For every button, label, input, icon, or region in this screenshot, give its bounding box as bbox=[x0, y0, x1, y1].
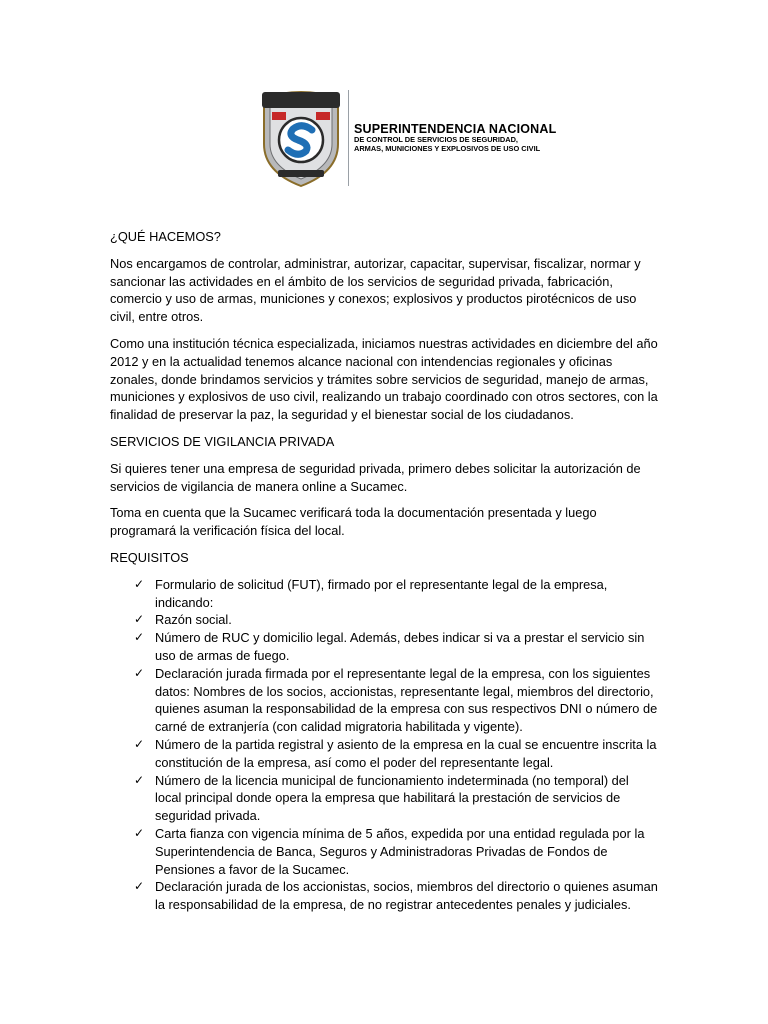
requirement-text: Número de la partida registral y asiento de la empresa en la cual se encuentre inscrita la constitución de la empresa, así como el poder del representante legal. bbox=[155, 736, 657, 770]
section-title-que-hacemos: ¿QUÉ HACEMOS? bbox=[110, 229, 221, 244]
org-desc-line-2: ARMAS, MUNICIONES Y EXPLOSIVOS DE USO CIVIL bbox=[354, 143, 541, 153]
requirement-text: Formulario de solicitud (FUT), firmado por el representante legal de la empresa, indicando: bbox=[155, 576, 608, 610]
check-icon: ✓ bbox=[134, 736, 145, 751]
check-icon: ✓ bbox=[134, 576, 145, 591]
list-item bbox=[110, 629, 658, 665]
list-item bbox=[110, 736, 658, 772]
sucamec-seal-logo bbox=[258, 86, 344, 190]
list-item bbox=[110, 576, 658, 612]
check-icon: ✓ bbox=[134, 665, 145, 680]
paragraph-verification: Toma en cuenta que la Sucamec verificará toda la documentación presentada y luego programará la verificación física del local. bbox=[110, 505, 597, 539]
list-item bbox=[110, 878, 658, 914]
requirement-text: Número de la licencia municipal de funcionamiento indeterminada (no temporal) del local principal donde opera la empresa que habilitará la prestación de servicios de seguridad privada. bbox=[155, 772, 629, 824]
list-item bbox=[110, 665, 658, 736]
requirement-text: Carta fianza con vigencia mínima de 5 años, expedida por una entidad regulada por la Superintendencia de Banca, Seguros y Administradoras Privadas de Fondos de Pensiones a favor de la Sucamec. bbox=[155, 825, 645, 877]
org-name: SUPERINTENDENCIA NACIONAL bbox=[354, 122, 557, 136]
requirement-text: Declaración jurada firmada por el representante legal de la empresa, con los siguientes datos: Nombres de los socios, accionistas, representante legal, miembros del directorio, quienes asuman la responsabilidad de la empresa con sus respectivos DNI o número de carné de extranjería (con calidad migratoria habilitada y vigente). bbox=[155, 665, 658, 735]
section-title-servicios: SERVICIOS DE VIGILANCIA PRIVADA bbox=[110, 433, 335, 449]
org-name-block bbox=[354, 122, 578, 153]
check-icon: ✓ bbox=[134, 772, 145, 787]
check-icon: ✓ bbox=[134, 612, 145, 627]
requirement-text: Razón social. bbox=[155, 612, 232, 628]
header bbox=[258, 86, 578, 190]
document-body bbox=[110, 228, 658, 914]
section-title-requisitos: REQUISITOS bbox=[110, 549, 189, 565]
check-icon: ✓ bbox=[134, 825, 145, 840]
check-icon: ✓ bbox=[134, 630, 145, 645]
list-item bbox=[110, 825, 658, 878]
requirement-text: Declaración jurada de los accionistas, socios, miembros del directorio o quienes asuman la responsabilidad de la empresa, de no registrar antecedentes penales y judiciales. bbox=[155, 879, 658, 913]
paragraph-authorization: Si quieres tener una empresa de seguridad privada, primero debes solicitar la autorización de servicios de vigilancia de manera online a Sucamec. bbox=[110, 460, 641, 494]
requirement-text: Número de RUC y domicilio legal. Además, debes indicar si va a prestar el servicio sin uso de armas de fuego. bbox=[155, 630, 645, 663]
header-divider bbox=[348, 90, 349, 186]
list-item bbox=[110, 611, 658, 629]
paragraph-mission: Nos encargamos de controlar, administrar, autorizar, capacitar, supervisar, fiscalizar, normar y sancionar las actividades en el ámbito de los servicios de seguridad privada, fabricación, comercio y uso de armas, municiones y conexos; explosivos y productos pirotécnicos de uso civil, entre otros. bbox=[110, 255, 641, 325]
org-desc-line-1: DE CONTROL DE SERVICIOS DE SEGURIDAD, bbox=[354, 135, 518, 144]
paragraph-institution: Como una institución técnica especializada, iniciamos nuestras actividades en diciembre del año 2012 y en la actualidad tenemos alcance nacional con intendencias regionales y oficinas zonales, donde brindamos servicios y trámites sobre servicios de seguridad, manejo de armas, municiones y explosivos de uso civil, realizando un trabajo coordinado con otros sectores, con la finalidad de preservar la paz, la seguridad y el bienestar social de los ciudadanos. bbox=[110, 335, 658, 423]
check-icon: ✓ bbox=[134, 879, 145, 894]
requirements-list bbox=[110, 576, 658, 914]
list-item bbox=[110, 772, 658, 825]
